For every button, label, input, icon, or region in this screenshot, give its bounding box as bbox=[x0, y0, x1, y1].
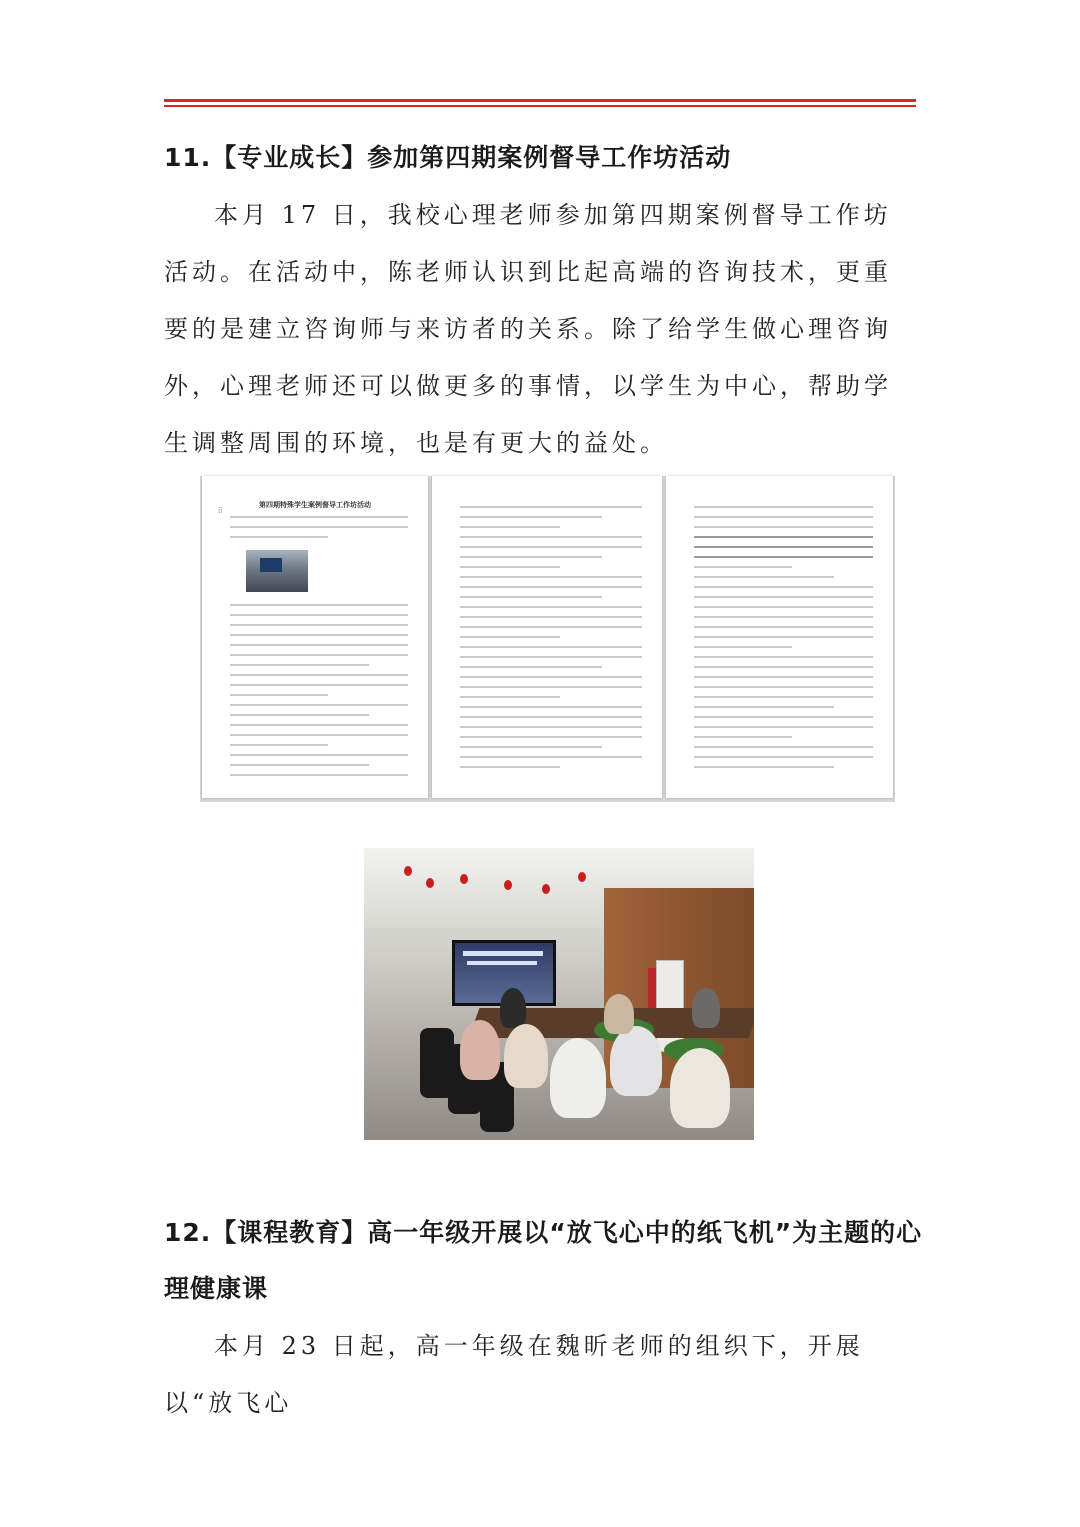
workshop-meeting-photo bbox=[364, 848, 754, 1140]
doc-page-3 bbox=[666, 476, 893, 798]
red-lantern-decoration bbox=[426, 878, 434, 888]
section-12-heading-line-2: 理健康课 bbox=[164, 1274, 269, 1303]
red-lantern-decoration bbox=[542, 884, 550, 894]
person bbox=[460, 1020, 500, 1080]
person bbox=[692, 988, 720, 1028]
doc-page-2 bbox=[432, 476, 662, 798]
drag-handle-icon: ⁞⁞ bbox=[218, 506, 223, 515]
doc-page-2-text bbox=[460, 506, 642, 776]
person bbox=[550, 1038, 606, 1118]
person bbox=[504, 1024, 548, 1088]
doc-page-1-photo bbox=[246, 550, 308, 592]
section-11-paragraph: 本月 17 日，我校心理老师参加第四期案例督导工作坊活动。在活动中，陈老师认识到比起高端的咨询技术，更重要的是建立咨询师与来访者的关系。除了给学生做心理咨询外，心理老师还可以做更多的事情，以学生为中心，帮助学生调整周围的环境，也是有更大的益处。 bbox=[164, 201, 892, 457]
air-conditioner bbox=[656, 960, 684, 1052]
doc-page-1-text-top bbox=[230, 516, 408, 546]
red-lantern-decoration bbox=[504, 880, 512, 890]
person bbox=[604, 994, 634, 1034]
header-rule-bottom bbox=[164, 105, 916, 107]
person bbox=[610, 1026, 662, 1096]
header-rule-top bbox=[164, 99, 916, 102]
document-pages-screenshot bbox=[200, 476, 895, 802]
section-11-heading: 11.【专业成长】参加第四期案例督导工作坊活动 bbox=[164, 143, 732, 172]
doc-page-1-text-body bbox=[230, 604, 408, 784]
doc-page-3-text bbox=[694, 506, 873, 776]
section-12-heading-line-1: 12.【课程教育】高一年级开展以“放飞心中的纸飞机”为主题的心 bbox=[164, 1218, 923, 1247]
doc-page-1 bbox=[202, 476, 428, 798]
red-lantern-decoration bbox=[460, 874, 468, 884]
red-lantern-decoration bbox=[404, 866, 412, 876]
person bbox=[670, 1048, 730, 1128]
section-12-heading bbox=[164, 1205, 924, 1317]
person bbox=[500, 988, 526, 1028]
red-lantern-decoration bbox=[578, 872, 586, 882]
section-12-paragraph: 本月 23 日起，高一年级在魏昕老师的组织下，开展以“放飞心 bbox=[164, 1332, 864, 1417]
doc-page-1-title: 第四期特殊学生案例督导工作坊活动 bbox=[259, 501, 371, 509]
